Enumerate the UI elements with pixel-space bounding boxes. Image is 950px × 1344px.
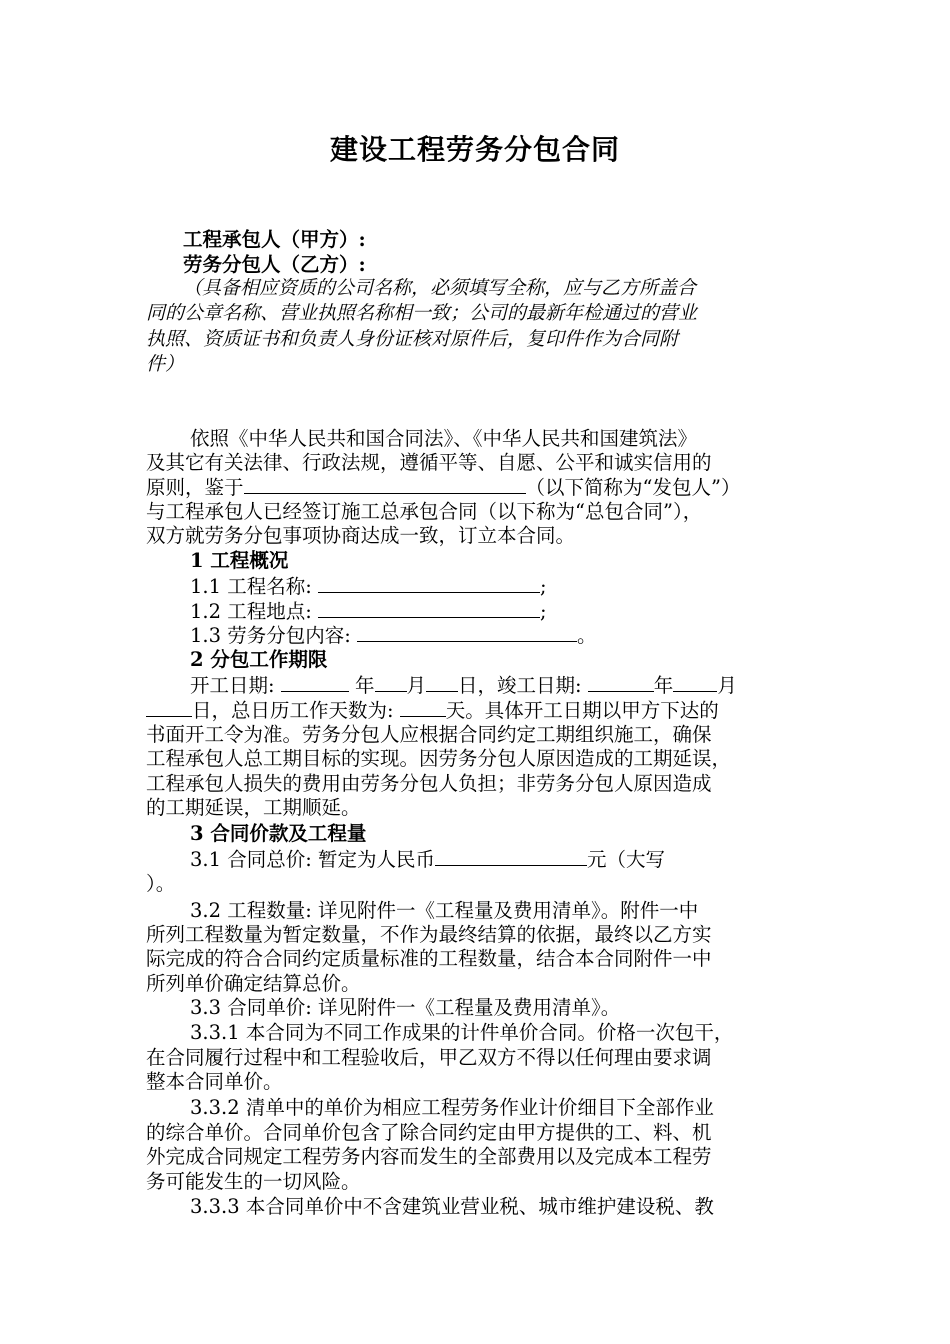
punctuation: ;: [539, 600, 547, 623]
end-year-blank[interactable]: [588, 672, 654, 692]
party-a-label: 工程承包人（甲方）:: [183, 228, 366, 251]
preamble-line: 及其它有关法律、行政法规，遵循平等、自愿、公平和诚实信用的: [146, 451, 712, 474]
section-heading: 2 分包工作期限: [190, 648, 328, 671]
preamble-line: [146, 474, 816, 501]
clause-line: 在合同履行过程中和工程验收后，甲乙双方不得以任何理由要求调: [146, 1046, 712, 1069]
preamble-line: 与工程承包人已经签订施工总承包合同（以下称为“总包合同”），: [146, 500, 703, 523]
start-year-blank[interactable]: [281, 672, 349, 692]
contract-price-line: [190, 846, 860, 873]
project-location-line: [190, 598, 860, 625]
total-days-label: 日，总日历工作天数为:: [192, 699, 394, 722]
labor-content-label: 1.3 劳务分包内容:: [190, 624, 351, 647]
total-days-blank[interactable]: [400, 697, 446, 717]
clause-line: 3.3.3 本合同单价中不含建筑业营业税、城市维护建设税、教: [190, 1195, 714, 1218]
quantity-line: 际完成的符合合同约定质量标准的工程数量，结合本合同附件一中: [146, 947, 712, 970]
project-name-label: 1.1 工程名称:: [190, 575, 312, 598]
period-line: 书面开工令为准。劳务分包人应根据合同约定工期组织施工，确保: [146, 723, 712, 746]
month-label: 月: [406, 674, 427, 697]
section-heading: 1 工程概况: [190, 549, 289, 572]
end-date-label: 日，竣工日期:: [458, 674, 582, 697]
period-line: 工程承包人损失的费用由劳务分包人负担；非劳务分包人原因造成: [146, 772, 712, 795]
party-note-line: 同的公章名称、营业执照名称相一致；公司的最新年检通过的营业: [146, 302, 698, 324]
start-day-blank[interactable]: [426, 672, 458, 692]
preamble-line: 依照《中华人民共和国合同法》、《中华人民共和国建筑法》: [190, 427, 698, 450]
punctuation: 。: [576, 624, 597, 647]
contract-price-text: 元（大写: [586, 848, 665, 871]
project-name-line: [190, 573, 860, 600]
party-note-line: 执照、资质证书和负责人身份证核对原件后，复印件作为合同附: [146, 328, 679, 350]
quantity-line: 所列单价确定结算总价。: [146, 972, 361, 995]
project-location-blank[interactable]: [318, 598, 540, 618]
clause-line: 整本合同单价。: [146, 1070, 283, 1093]
period-line: [190, 672, 860, 699]
contract-price-line: ）。: [146, 872, 176, 895]
preamble-line: 双方就劳务分包事项协商达成一致，订立本合同。: [146, 524, 576, 547]
preamble-text: 原则，鉴于: [146, 476, 244, 499]
quantity-line: 所列工程数量为暂定数量，不作为最终结算的依据，最终以乙方实: [146, 923, 712, 946]
clause-line: 3.3.2 清单中的单价为相应工程劳务作业计价细目下全部作业: [190, 1096, 714, 1119]
labor-content-blank[interactable]: [357, 622, 577, 642]
clause-line: 务可能发生的一切风险。: [146, 1170, 361, 1193]
party-note-line: 件）: [146, 353, 185, 375]
end-day-blank[interactable]: [146, 697, 192, 717]
period-line: 工程承包人总工期目标的实现。因劳务分包人原因造成的工期延误，: [146, 747, 732, 770]
clause-line: 3.3.1 本合同为不同工作成果的计件单价合同。价格一次包干，: [190, 1021, 734, 1044]
project-name-blank[interactable]: [318, 573, 540, 593]
contract-price-blank[interactable]: [435, 846, 587, 866]
clause-line: 的综合单价。合同单价包含了除合同约定由甲方提供的工、料、机: [146, 1121, 712, 1144]
punctuation: ;: [539, 575, 547, 598]
year-label: 年: [653, 674, 674, 697]
start-date-label: 开工日期:: [190, 674, 275, 697]
employer-name-blank[interactable]: [244, 474, 526, 494]
contract-price-label: 3.1 合同总价: 暂定为人民币: [190, 848, 435, 871]
party-note-line: （具备相应资质的公司名称，必须填写全称，应与乙方所盖合: [183, 277, 697, 299]
preamble-text: （以下简称为“发包人”）: [525, 476, 741, 499]
party-b-label: 劳务分包人（乙方）:: [183, 253, 366, 276]
clause-line: 外完成合同规定工程劳务内容而发生的全部费用以及完成本工程劳: [146, 1145, 712, 1168]
document-title: 建设工程劳务分包合同: [329, 133, 620, 166]
labor-content-line: [190, 622, 860, 649]
unit-price-line: 3.3 合同单价: 详见附件一《工程量及费用清单》。: [190, 996, 621, 1019]
project-location-label: 1.2 工程地点:: [190, 600, 312, 623]
month-label: 月: [717, 674, 737, 697]
period-line: 的工期延误，工期顺延。: [146, 796, 361, 819]
start-month-blank[interactable]: [375, 672, 407, 692]
section-heading: 3 合同价款及工程量: [190, 822, 367, 845]
year-label: 年: [354, 674, 375, 697]
period-text: 天。具体开工日期以甲方下达的: [445, 699, 719, 722]
end-month-blank[interactable]: [673, 672, 717, 692]
quantity-line: 3.2 工程数量: 详见附件一《工程量及费用清单》。附件一中: [190, 899, 699, 922]
period-line: [146, 697, 816, 724]
